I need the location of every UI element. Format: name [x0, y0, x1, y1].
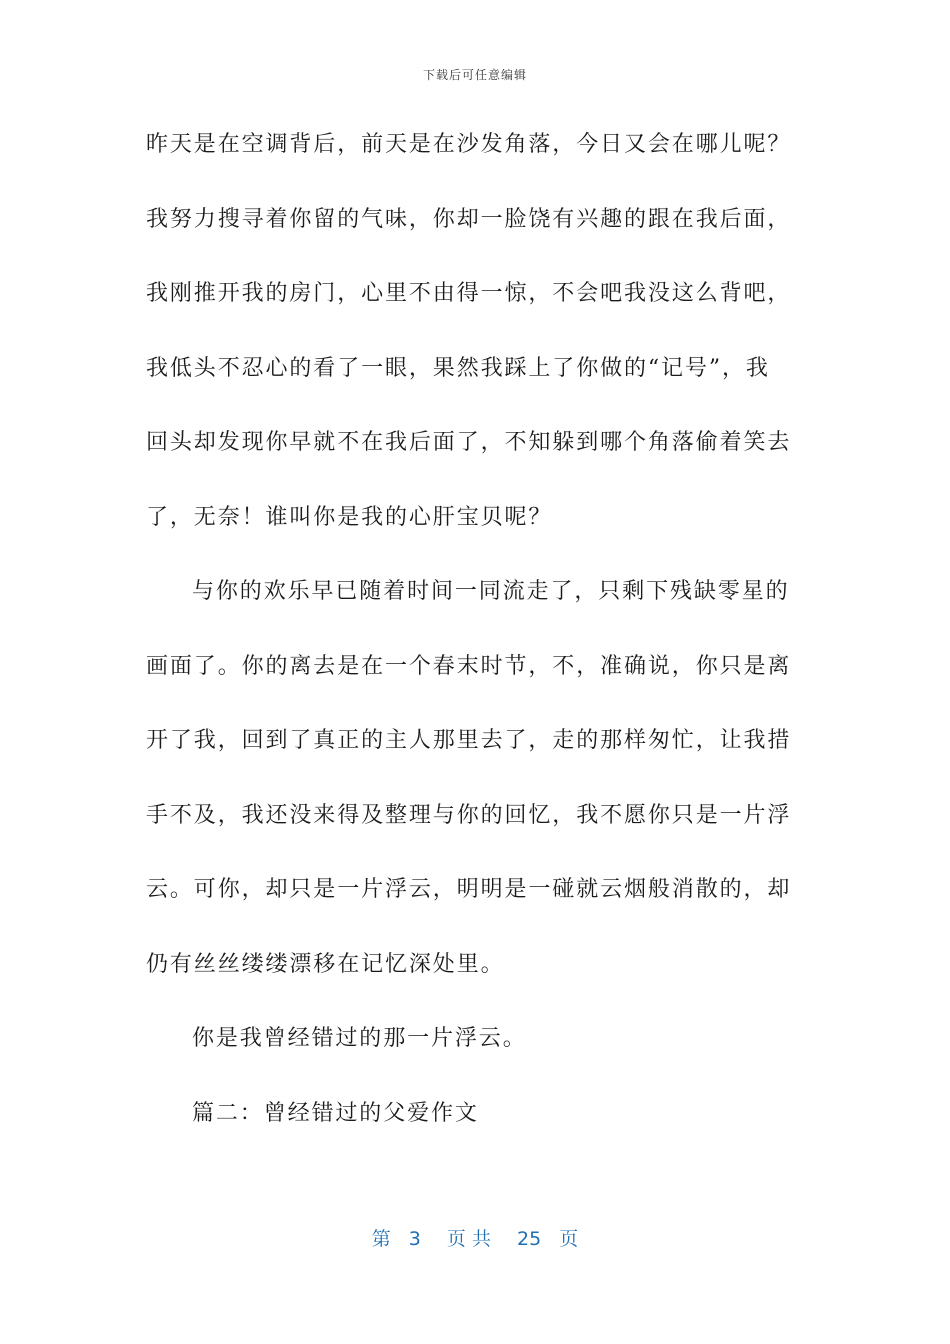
footer-middle: 页 共: [446, 1228, 491, 1250]
text-line: 云。可你，却只是一片浮云，明明是一碰就云烟般消散的，却: [146, 877, 792, 902]
text-line: 手不及，我还没来得及整理与你的回忆，我不愿你只是一片浮: [146, 802, 792, 828]
document-body: [146, 120, 792, 1163]
paragraph-start-line: 你是我曾经错过的那一片浮云。: [192, 1026, 527, 1051]
footer-prefix: 第: [371, 1228, 391, 1250]
text-line: 我低头不忍心的看了一眼，果然我踩上了你做的“记号”，我: [146, 355, 770, 381]
text-line: 开了我，回到了真正的主人那里去了，走的那样匆忙，让我措: [146, 728, 792, 753]
text-line: 仍有丝丝缕缕漂移在记忆深处里。: [146, 951, 505, 977]
text-line: 我努力搜寻着你留的气味，你却一脸饶有兴趣的跟在我后面，: [146, 206, 792, 232]
text-line: 我刚推开我的房门，心里不由得一惊，不会吧我没这么背吧，: [146, 281, 792, 306]
page-footer: [0, 1224, 950, 1251]
text-line: 回头却发现你早就不在我后面了，不知躲到哪个角落偷着笑去: [146, 430, 792, 455]
text-line: 昨天是在空调背后，前天是在沙发角落，今日又会在哪儿呢？: [146, 132, 792, 157]
text-line: 画面了。你的离去是在一个春末时节，不，准确说，你只是离: [146, 653, 792, 679]
text-line: 了，无奈！谁叫你是我的心肝宝贝呢？: [146, 504, 553, 530]
section-heading: 篇二：曾经错过的父爱作文: [192, 1100, 479, 1126]
total-pages-number: 25: [517, 1228, 542, 1250]
footer-suffix: 页: [559, 1228, 579, 1250]
paragraph-start-line: 与你的欢乐早已随着时间一同流走了，只剩下残缺零星的: [192, 579, 790, 604]
current-page-number: 3: [408, 1228, 421, 1250]
page-header: 下载后可任意编辑: [422, 68, 527, 82]
